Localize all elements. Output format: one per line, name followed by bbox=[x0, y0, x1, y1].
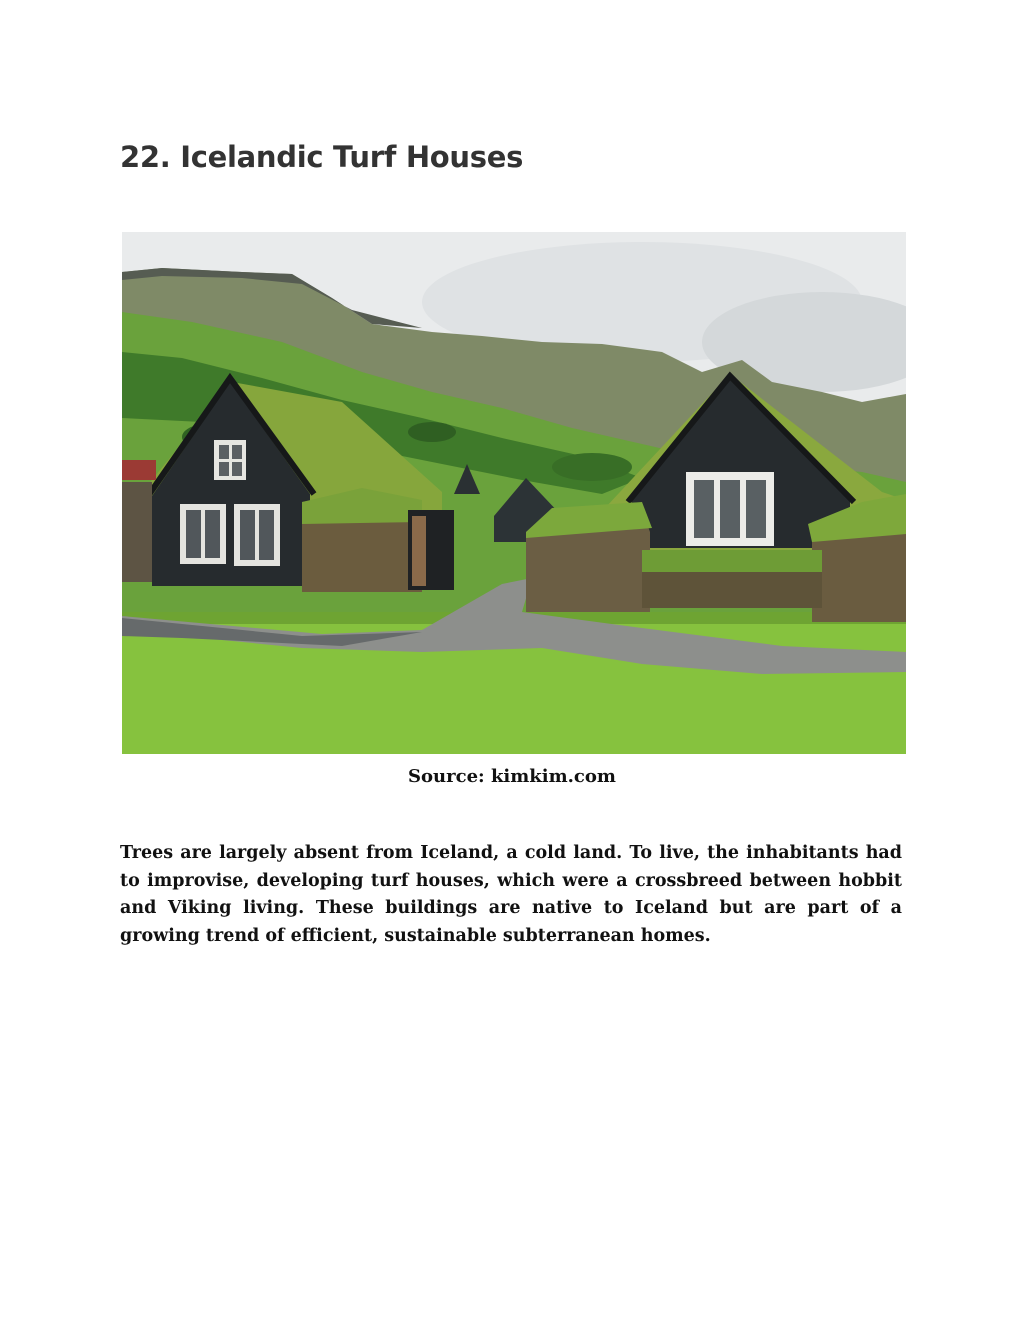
image-caption: Source: kimkim.com bbox=[408, 766, 616, 787]
left-stone-wall bbox=[122, 482, 152, 582]
turf-houses-photo bbox=[122, 232, 906, 754]
red-roof-building bbox=[122, 460, 156, 480]
shrub bbox=[408, 422, 456, 442]
shrub bbox=[552, 453, 632, 481]
body-paragraph: Trees are largely absent from Iceland, a cold land. To live, the inhabitants had to improvise, developing turf houses, which were a crossbreed between hobbit and Viking living. These buildings are native to Iceland but are part of a growing trend of efficient, sustainable subterranean homes. bbox=[120, 843, 902, 946]
page-title: 22. Icelandic Turf Houses bbox=[120, 140, 524, 174]
